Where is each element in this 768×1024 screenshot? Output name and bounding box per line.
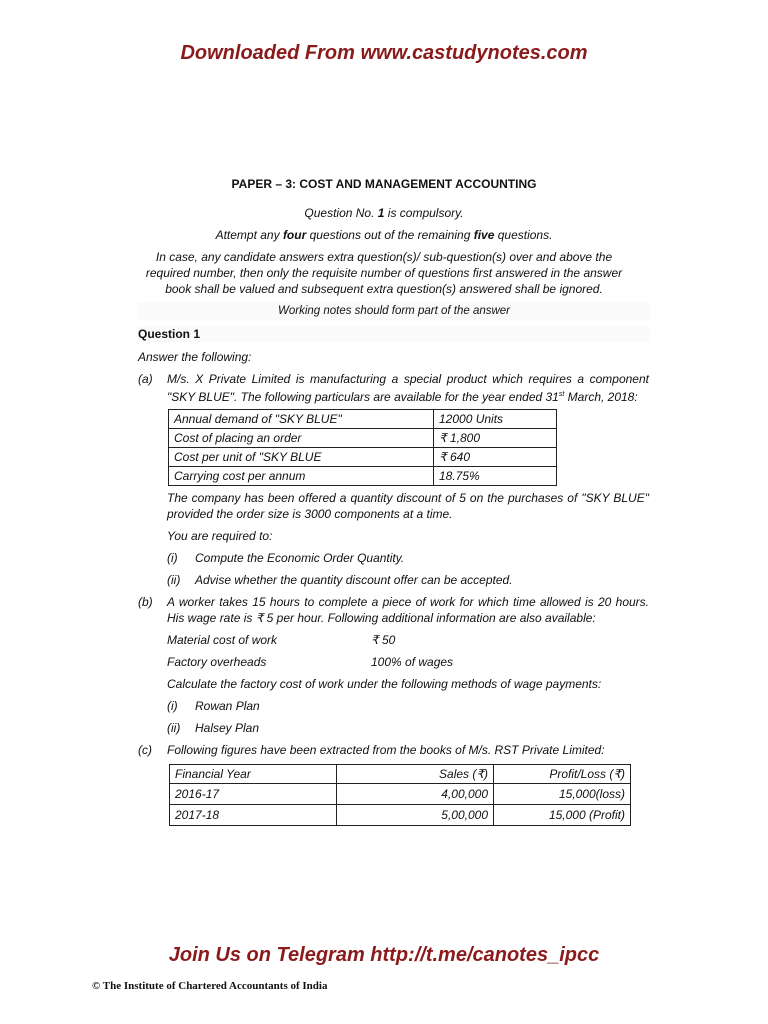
table-cell: 12000 Units bbox=[434, 410, 557, 429]
table-cell: ₹ 640 bbox=[434, 448, 557, 467]
header-banner: Downloaded From www.castudynotes.com bbox=[180, 42, 588, 64]
sales-profit-table bbox=[169, 764, 631, 826]
eoq-particulars-table bbox=[168, 409, 557, 486]
table-row bbox=[170, 805, 631, 826]
part-b-info-value-1: ₹ 50 bbox=[371, 633, 396, 647]
part-a-sub-ii-label: (ii) bbox=[167, 573, 181, 587]
table-cell: ₹ 1,800 bbox=[434, 429, 557, 448]
instr2-bold1: four bbox=[282, 228, 307, 242]
table-cell: Cost per unit of "SKY BLUE bbox=[169, 448, 434, 467]
part-b-sub-ii-label: (ii) bbox=[167, 721, 181, 735]
table-cell: Annual demand of "SKY BLUE" bbox=[169, 410, 434, 429]
table-cell: 15,000(loss) bbox=[494, 784, 631, 805]
instruction-line-4: required number, then only the requisite number of questions first answered in the answer bbox=[145, 266, 623, 280]
table-row bbox=[169, 448, 557, 467]
table-cell: 2016-17 bbox=[170, 784, 337, 805]
table-header-cell: Financial Year bbox=[170, 765, 337, 784]
table-cell: Cost of placing an order bbox=[169, 429, 434, 448]
part-b-info-value-2: 100% of wages bbox=[371, 655, 454, 669]
part-c-label: (c) bbox=[138, 743, 152, 757]
question-1-heading: Question 1 bbox=[138, 326, 650, 342]
question-1-intro: Answer the following: bbox=[138, 350, 252, 364]
part-a-sub-ii-text: Advise whether the quantity discount offer can be accepted. bbox=[195, 573, 513, 587]
part-b-label: (b) bbox=[138, 595, 153, 609]
instr2-bold2: five bbox=[473, 228, 495, 242]
paper-title: PAPER – 3: COST AND MANAGEMENT ACCOUNTING bbox=[231, 177, 537, 191]
part-a-after-line1: The company has been offered a quantity discount of 5 on the purchases of "SKY BLUE" bbox=[167, 491, 649, 505]
table-cell: 2017-18 bbox=[170, 805, 337, 826]
table-cell: Carrying cost per annum bbox=[169, 467, 434, 486]
part-b-sub-ii-text: Halsey Plan bbox=[195, 721, 260, 735]
part-b-calc: Calculate the factory cost of work under the following methods of wage payments: bbox=[167, 677, 602, 691]
instruction-line-1 bbox=[0, 206, 768, 220]
part-a-label: (a) bbox=[138, 372, 153, 386]
part-a-after-line2: provided the order size is 3000 components at a time. bbox=[167, 507, 453, 521]
part-a-required: You are required to: bbox=[167, 529, 273, 543]
table-header-row bbox=[170, 765, 631, 784]
table-row bbox=[169, 429, 557, 448]
instr1-pre: Question No. bbox=[304, 206, 378, 220]
table-row bbox=[169, 410, 557, 429]
table-header-cell: Profit/Loss (₹) bbox=[494, 765, 631, 784]
copyright-notice: © The Institute of Chartered Accountants of India bbox=[92, 980, 328, 992]
part-a-sub-i-label: (i) bbox=[167, 551, 178, 565]
table-row bbox=[169, 467, 557, 486]
part-b-text-line1: A worker takes 15 hours to complete a piece of work for which time allowed is 20 hours. bbox=[167, 595, 649, 609]
working-notes-note: Working notes should form part of the answer bbox=[138, 302, 650, 320]
footer-banner: Join Us on Telegram http://t.me/canotes_ipcc bbox=[168, 944, 600, 966]
part-a-line2-pre: "SKY BLUE". The following particulars are available for the year ended 31 bbox=[167, 390, 559, 404]
part-a-line2-sup: st bbox=[558, 391, 565, 398]
instr1-bold: 1 bbox=[377, 206, 385, 220]
part-b-sub-i-text: Rowan Plan bbox=[195, 699, 260, 713]
instruction-line-5: book shall be valued and subsequent extra question(s) answered shall be ignored. bbox=[165, 282, 603, 296]
part-b-info-label-2: Factory overheads bbox=[167, 655, 267, 669]
part-a-line2-post: March, 2018: bbox=[564, 390, 638, 404]
part-a-text-line1: M/s. X Private Limited is manufacturing a special product which requires a component bbox=[167, 372, 649, 386]
part-b-info-label-1: Material cost of work bbox=[167, 633, 278, 647]
instr2-post: questions. bbox=[494, 228, 553, 242]
instr1-post: is compulsory. bbox=[384, 206, 464, 220]
instruction-line-3: In case, any candidate answers extra question(s)/ sub-question(s) over and above the bbox=[155, 250, 613, 264]
instr2-pre: Attempt any bbox=[215, 228, 283, 242]
table-header-cell: Sales (₹) bbox=[337, 765, 494, 784]
part-a-sub-i-text: Compute the Economic Order Quantity. bbox=[195, 551, 405, 565]
table-row bbox=[170, 784, 631, 805]
instruction-line-2 bbox=[0, 228, 768, 242]
table-cell: 4,00,000 bbox=[337, 784, 494, 805]
part-b-text-line2: His wage rate is ₹ 5 per hour. Following additional information are also available: bbox=[167, 611, 596, 625]
part-a-text-line2 bbox=[167, 387, 649, 405]
table-cell: 5,00,000 bbox=[337, 805, 494, 826]
instr2-mid: questions out of the remaining bbox=[306, 228, 474, 242]
part-c-text: Following figures have been extracted from the books of M/s. RST Private Limited: bbox=[167, 743, 605, 757]
part-b-sub-i-label: (i) bbox=[167, 699, 178, 713]
table-cell: 18.75% bbox=[434, 467, 557, 486]
table-cell: 15,000 (Profit) bbox=[494, 805, 631, 826]
